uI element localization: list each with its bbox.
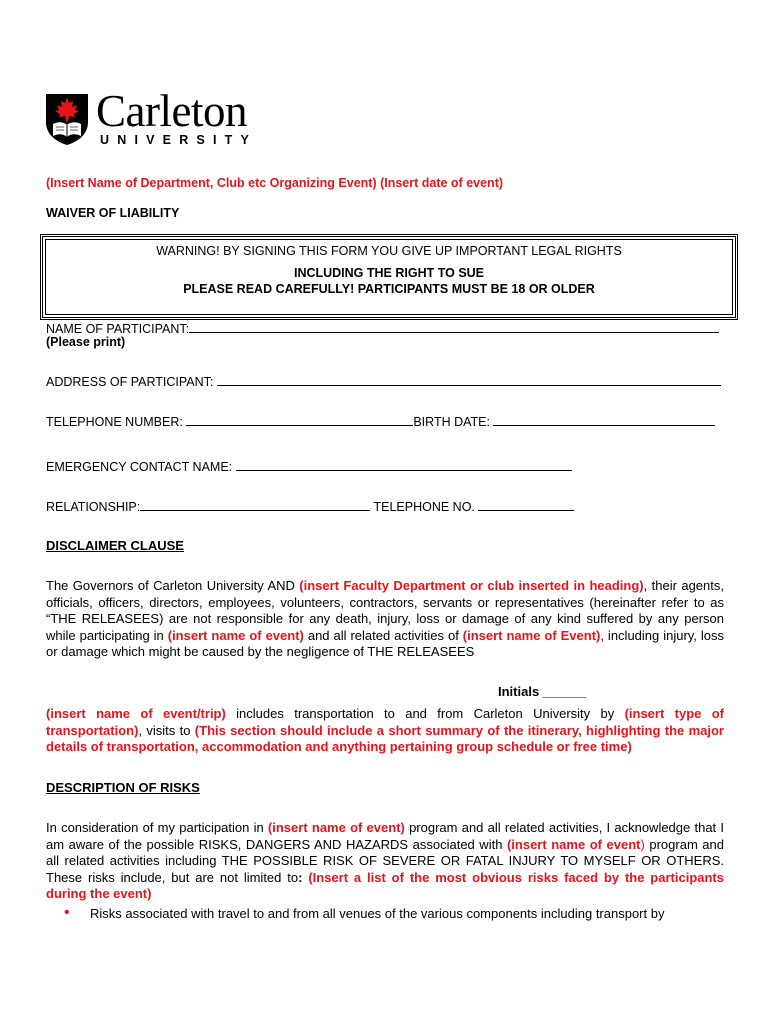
placeholder-event-name: (insert name of event): [267, 820, 405, 835]
relationship-label: RELATIONSHIP:: [46, 500, 141, 514]
text-span: , visits to: [138, 722, 195, 738]
participant-name-field[interactable]: [189, 320, 719, 333]
participant-name-label: NAME OF PARTICIPANT:: [46, 322, 190, 336]
print-hint: (Please print): [46, 335, 126, 349]
relationship-row: [46, 498, 574, 514]
emergency-contact-label: EMERGENCY CONTACT NAME:: [46, 460, 233, 474]
text-span: ): [640, 836, 645, 852]
bullet-icon: •: [64, 904, 70, 921]
warning-line-3: PLEASE READ CAREFULLY! PARTICIPANTS MUST BE 18 OR OLDER: [183, 282, 595, 296]
risks-heading: DESCRIPTION OF RISKS: [46, 780, 200, 795]
placeholder-transportation: (insert type of transportation): [46, 706, 724, 738]
address-label: ADDRESS OF PARTICIPANT:: [46, 375, 214, 389]
placeholder-event-name: (insert name of Event): [462, 627, 601, 643]
text-span: and all related activities of: [303, 627, 463, 643]
text-span: program and all related activities, I acknowledge that I am aware of the possible RISKS, DANGERS AND HAZARDS associated with: [46, 820, 724, 852]
risk-item-text: Risks associated with travel to and from all venues of the various components including transport by: [90, 906, 665, 921]
text-span: In consideration of my participation in: [46, 820, 268, 835]
text-span: , including injury, loss or damage which might be caused by the negligence of THE RELEASEES: [46, 627, 724, 659]
emergency-contact-field[interactable]: [236, 458, 572, 471]
relationship-field[interactable]: [140, 498, 370, 511]
placeholder-risk-list: (Insert a list of the most obvious risks faced by the participants during the event): [46, 869, 724, 901]
text-span: The Governors of Carleton University AND: [46, 578, 300, 593]
placeholder-event-name: (insert name of event): [167, 627, 304, 643]
birth-date-field[interactable]: [493, 413, 715, 426]
text-span: , their agents, officials, officers, directors, employees, volunteers, contractors, servants or representatives (hereinafter refer to as “THE RELEASEES) are not responsible for any death, injury, loss or damage of any kind suffered by any person while participating in: [46, 578, 724, 643]
phone-birth-row: [46, 413, 715, 429]
warning-line-2: INCLUDING THE RIGHT TO SUE: [293, 266, 485, 280]
warning-box: [42, 236, 736, 318]
placeholder-faculty: (insert Faculty Department or club inserted in heading): [299, 578, 644, 593]
document-title: WAIVER OF LIABILITY: [46, 206, 180, 220]
initials-field[interactable]: Initials ______: [498, 684, 587, 699]
logo-subtitle: UNIVERSITY: [100, 133, 258, 147]
telephone-label: TELEPHONE NUMBER:: [46, 415, 183, 429]
emergency-row: [46, 458, 572, 474]
text-span: includes transportation to and from Carleton University by: [225, 706, 625, 721]
risk-list-item: [64, 904, 724, 922]
itinerary-paragraph: [46, 706, 724, 756]
address-row: [46, 373, 721, 389]
placeholder-event-name: (insert name of event: [506, 836, 641, 852]
birth-date-label: BIRTH DATE:: [413, 415, 490, 429]
telephone-no-label: TELEPHONE NO.: [373, 500, 475, 514]
event-heading: (Insert Name of Department, Club etc Organizing Event) (Insert date of event): [46, 176, 504, 190]
risks-paragraph: [46, 820, 724, 903]
placeholder-event-trip: (insert name of event/trip): [46, 706, 226, 721]
disclaimer-paragraph: [46, 578, 724, 661]
text-span: program and all related activities including THE POSSIBLE RISK OF SEVERE OR FATAL INJURY TO MYSELF OR OTHERS. These risks include, but are not limited to: [46, 836, 724, 885]
text-span: :: [298, 869, 303, 885]
logo-wordmark: Carleton: [96, 86, 247, 136]
participant-name-row: [46, 320, 719, 336]
address-field[interactable]: [217, 373, 721, 386]
telephone-no-field[interactable]: [478, 498, 574, 511]
carleton-shield-logo: [44, 92, 90, 146]
warning-line-1: WARNING! BY SIGNING THIS FORM YOU GIVE UP IMPORTANT LEGAL RIGHTS: [156, 244, 622, 258]
placeholder-itinerary: (This section should include a short summary of the itinerary, highlighting the major details of transportation, accommodation and anything pertaining group schedule or free time): [46, 722, 724, 754]
telephone-field[interactable]: [186, 413, 413, 426]
disclaimer-heading: DISCLAIMER CLAUSE: [46, 538, 184, 553]
